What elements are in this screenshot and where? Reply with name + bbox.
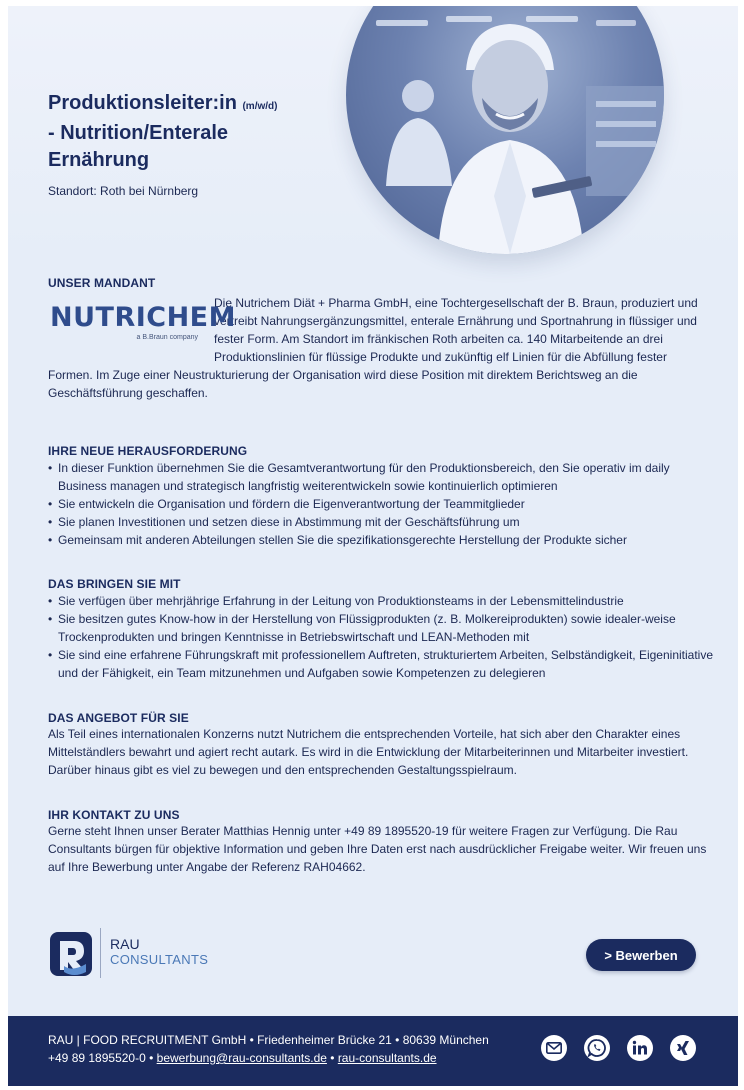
apply-button[interactable]: > Bewerben	[586, 939, 696, 971]
section-contact	[48, 808, 713, 876]
mail-icon[interactable]	[541, 1035, 567, 1061]
list-item: • Sie planen Investitionen und setzen diese in Abstimmung mit der Geschäftsführung um	[48, 513, 713, 531]
title-line-1: Produktionsleiter:in	[48, 92, 237, 114]
footer-website-link[interactable]: rau-consultants.de	[337, 1051, 437, 1065]
hero-photo	[346, 6, 664, 254]
list-item: • Sie entwickeln die Organisation und fördern die Eigenverantwortung der Teammitglieder	[48, 495, 713, 513]
rau-logo-mark-icon	[50, 932, 92, 976]
list-item: • Sie sind eine erfahrene Führungskraft mit professionellem Auftreten, strukturiertem Arbeiten, Selbständigkeit, Eigeninitiative und der Fähigkeit, ein Team mitzunehmen und Aufgaben sowie Kompetenzen zu delegieren	[48, 646, 713, 682]
list-item: • In dieser Funktion übernehmen Sie die Gesamtverantwortung für den Produktionsbereich, den Sie operativ im daily Business managen und strategisch langfristig weiterentwickeln sowie kontinuierlich optimieren	[48, 459, 713, 495]
requirements-list	[48, 592, 713, 682]
whatsapp-icon[interactable]	[584, 1035, 610, 1061]
xing-icon[interactable]	[670, 1035, 696, 1061]
nutrichem-logo-word: NUTRICHEM	[50, 302, 236, 333]
rau-consultants-logo	[48, 926, 228, 980]
job-title	[48, 90, 318, 174]
footer	[8, 1016, 738, 1086]
section-offer	[48, 711, 713, 779]
rau-logo-name: RAU	[110, 936, 140, 952]
section-offer-heading: DAS ANGEBOT FÜR SIE	[48, 711, 189, 725]
list-item: • Sie verfügen über mehrjährige Erfahrung in der Leitung von Produktionsteams in der Lebensmittelindustrie	[48, 592, 713, 610]
title-line-3: Ernährung	[48, 149, 150, 171]
section-contact-text: Gerne steht Ihnen unser Berater Matthias Hennig unter +49 89 1895520-19 für weitere Fragen zur Verfügung. Die Rau Consultants bürgen für objektive Information und geben Ihre Daten erst nach ausdrücklicher Freigabe weiter. Wir freuen uns auf Ihre Bewerbung unter Angabe der Referenz RAH04662.	[48, 824, 707, 874]
list-item: • Gemeinsam mit anderen Abteilungen stellen Sie die spezifikationsgerechte Herstellung der Produkte sicher	[48, 531, 713, 549]
title-gender-tag: (m/w/d)	[242, 101, 278, 112]
section-contact-heading: IHR KONTAKT ZU UNS	[48, 808, 180, 822]
section-client-heading: UNSER MANDANT	[48, 276, 156, 290]
title-line-2: - Nutrition/Enterale	[48, 122, 229, 144]
rau-logo-sub: CONSULTANTS	[110, 952, 209, 967]
section-challenge-heading: IHRE NEUE HERAUSFORDERUNG	[48, 444, 248, 458]
section-client-text: Die Nutrichem Diät + Pharma GmbH, eine Tochtergesellschaft der B. Braun, produziert und vertreibt Nahrungsergänzungsmittel, enterale Ernährung und Sportnahrung in flüssiger und fester Form. Am Standort im fränkischen Roth arbeiten ca. 140 Mitarbeitende an drei Produktionslinien für flüssige Produkte und zukünftig elf Linien für die Abfüllung fester Formen. Im Zuge einer Neustrukturierung der Organisation wird diese Position mit direktem Berichtsweg an die Geschäftsführung geschaffen.	[48, 296, 698, 400]
section-requirements-heading: DAS BRINGEN SIE MIT	[48, 577, 181, 591]
footer-email-link[interactable]: bewerbung@rau-consultants.de	[156, 1051, 327, 1065]
linkedin-icon[interactable]	[627, 1035, 653, 1061]
nutrichem-logo-sub: a B.Braun company	[136, 334, 198, 341]
section-client	[48, 276, 713, 402]
list-item: • Sie besitzen gutes Know-how in der Herstellung von Flüssigprodukten (z. B. Molkereiprodukten) sowie idealer-weise Trockenprodukten und bringen Kenntnisse in Betriebswirtschaft und LEAN-Methoden mit	[48, 610, 713, 646]
footer-address: RAU | FOOD RECRUITMENT GmbH • Friedenheimer Brücke 21 • 80639 München	[48, 1033, 489, 1047]
rau-logo-divider	[100, 928, 101, 978]
section-offer-text: Als Teil eines internationalen Konzerns nutzt Nutrichem die entsprechenden Vorteile, hat sich aber den Charakter eines Mittelständlers bewahrt und agiert recht autark. Es wird in die Entwicklung der Mitarbeiterinnen und Mitarbeiter investiert. Darüber hinaus gibt es viel zu bewegen und den entsprechenden Gestaltungsspielraum.	[48, 727, 689, 777]
nutrichem-logo	[48, 298, 236, 352]
section-challenge	[48, 444, 713, 549]
job-location: Standort: Roth bei Nürnberg	[48, 184, 199, 198]
footer-separator: •	[326, 1051, 338, 1065]
section-requirements	[48, 577, 713, 682]
footer-contact-line	[48, 1051, 437, 1065]
footer-phone: +49 89 1895520-0 •	[48, 1051, 157, 1065]
challenge-list	[48, 459, 713, 549]
job-ad-card	[8, 6, 738, 1016]
